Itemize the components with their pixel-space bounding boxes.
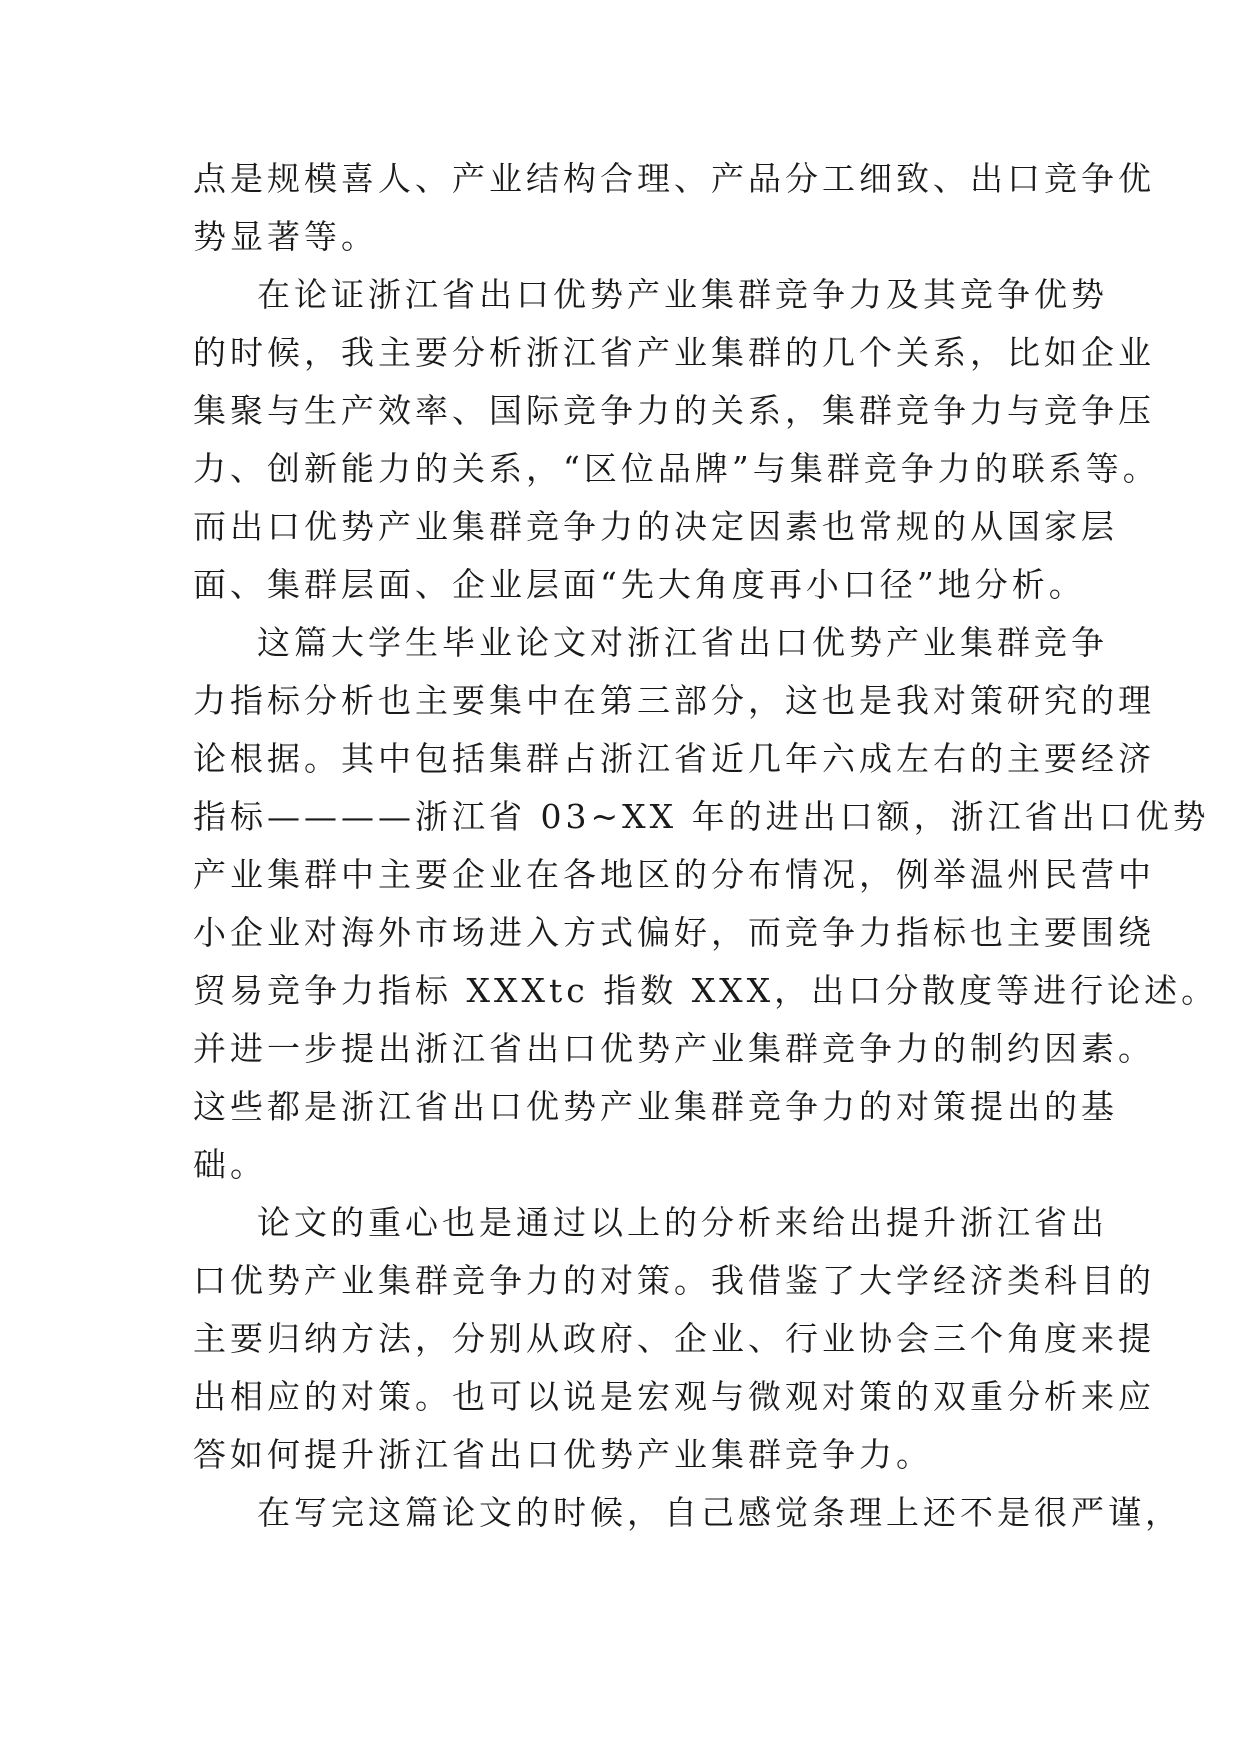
body-text: [193, 150, 1219, 1542]
paragraph: [193, 1194, 1155, 1484]
text-line: 点是规模喜人、产业结构合理、产品分工细致、出口竞争优: [193, 159, 1155, 198]
paragraph: [193, 266, 1160, 614]
text-line: 出相应的对策。也可以说是宏观与微观对策的双重分析来应: [193, 1377, 1155, 1416]
text-line: 而出口优势产业集群竞争力的决定因素也常规的从国家层: [193, 507, 1118, 546]
text-line: 势显著等。: [193, 217, 378, 256]
paragraph: [193, 1484, 1182, 1542]
text-line: 小企业对海外市场进入方式偏好，而竞争力指标也主要围绕: [193, 913, 1155, 952]
paragraph: [193, 614, 1219, 1194]
text-line: 这些都是浙江省出口优势产业集群竞争力的对策提出的基: [193, 1087, 1118, 1126]
text-line: 产业集群中主要企业在各地区的分布情况，例举温州民营中: [193, 855, 1155, 894]
text-line: 论根据。其中包括集群占浙江省近几年六成左右的主要经济: [193, 739, 1155, 778]
text-line: 答如何提升浙江省出口优势产业集群竞争力。: [193, 1435, 933, 1474]
text-line: 面、集群层面、企业层面“先大角度再小口径”地分析。: [193, 565, 1086, 604]
text-line: 并进一步提出浙江省出口优势产业集群竞争力的制约因素。: [193, 1029, 1155, 1068]
text-line: 指标————浙江省 03~XX 年的进出口额，浙江省出口优势: [193, 797, 1210, 836]
text-line: 集聚与生产效率、国际竞争力的关系，集群竞争力与竞争压: [193, 391, 1155, 430]
text-line: 力指标分析也主要集中在第三部分，这也是我对策研究的理: [193, 681, 1155, 720]
text-line: 贸易竞争力指标 XXXtc 指数 XXX，出口分散度等进行论述。: [193, 971, 1219, 1010]
text-line: 力、创新能力的关系，“区位品牌”与集群竞争力的联系等。: [193, 449, 1160, 488]
paragraph: [193, 150, 1155, 266]
text-line: 口优势产业集群竞争力的对策。我借鉴了大学经济类科目的: [193, 1261, 1155, 1300]
text-line: 论文的重心也是通过以上的分析来给出提升浙江省出: [257, 1203, 1108, 1242]
text-line: 的时候，我主要分析浙江省产业集群的几个关系，比如企业: [193, 333, 1155, 372]
text-line: 在论证浙江省出口优势产业集群竞争力及其竞争优势: [257, 275, 1108, 314]
text-line: 这篇大学生毕业论文对浙江省出口优势产业集群竞争: [257, 623, 1108, 662]
text-line: 础。: [193, 1145, 267, 1184]
text-line: 主要归纳方法，分别从政府、企业、行业协会三个角度来提: [193, 1319, 1155, 1358]
text-line: 在写完这篇论文的时候，自己感觉条理上还不是很严谨，: [257, 1493, 1182, 1532]
